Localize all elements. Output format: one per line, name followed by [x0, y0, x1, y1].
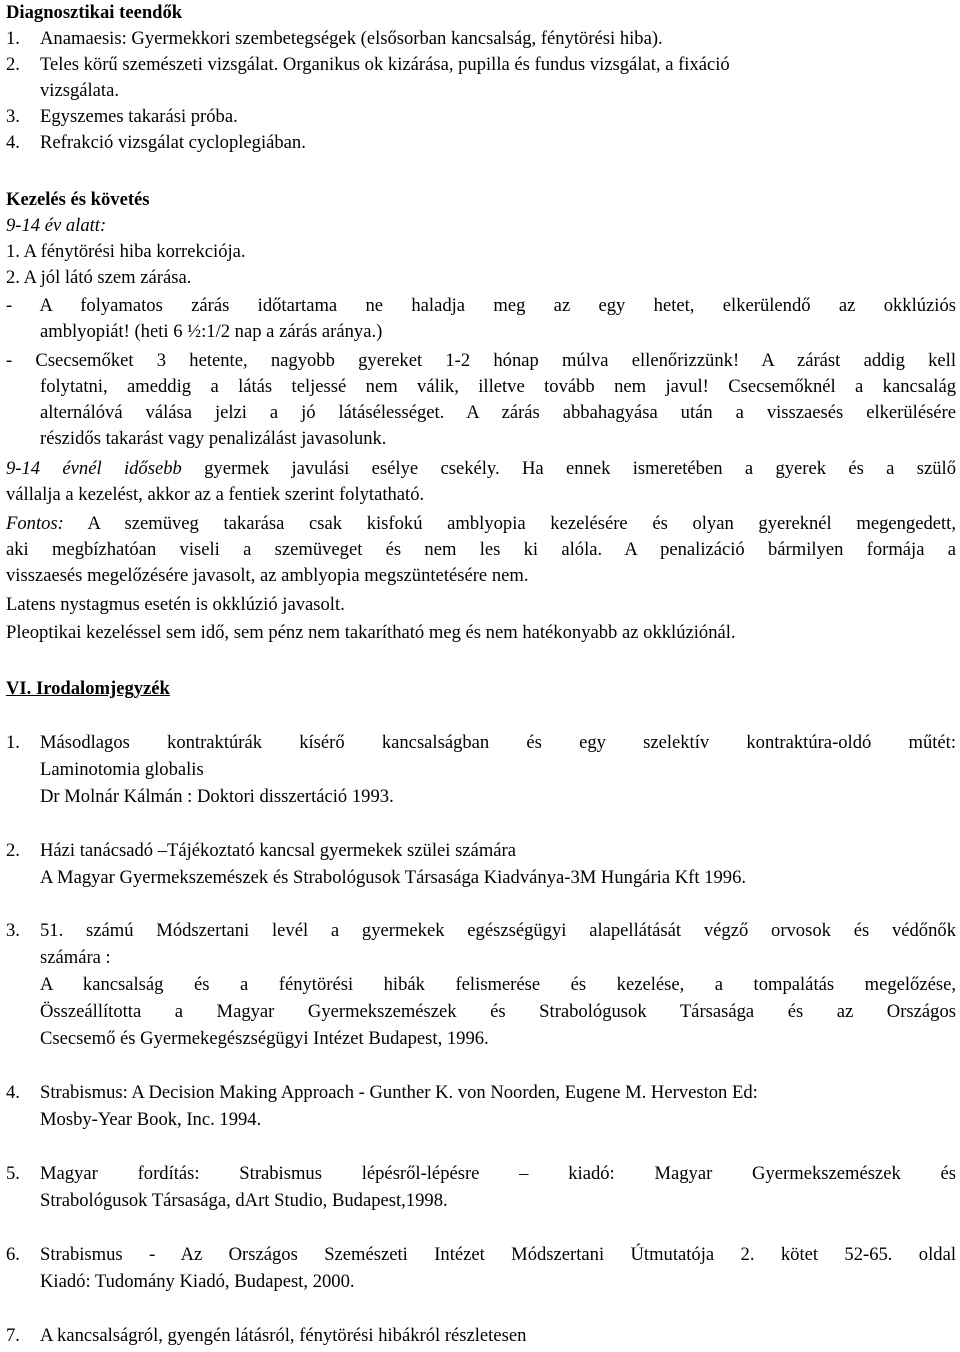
reference-number: 1.	[6, 732, 20, 753]
reference-line: 51. számú Módszertani levél a gyermekek egészségügyi alapellátását végző orvosok és védőnők	[40, 920, 956, 941]
latent-nystagmus-note: Latens nystagmus esetén is okklúzió javasolt.	[6, 594, 345, 615]
diag-item-2	[6, 52, 730, 78]
treatment-step-1: 1. A fénytörési hiba korrekciója.	[6, 241, 246, 262]
reference-line: Másodlagos kontraktúrák kísérő kancsalságban és egy szelektív kontraktúra-oldó műtét:	[40, 732, 956, 753]
diag-item-text: Anamaesis: Gyermekkori szembetegségek (elsősorban kancsalság, fénytörési hiba).	[40, 28, 663, 49]
reference-number: 4.	[6, 1082, 20, 1103]
followup-note-cont-3: részidős takarást vagy penalizálást javasolunk.	[40, 428, 387, 449]
diag-item-text: Refrakció vizsgálat cycloplegiában.	[40, 132, 306, 153]
older-children-paragraph	[6, 456, 956, 482]
reference-line: Strabológusok Társasága, dArt Studio, Budapest,1998.	[40, 1190, 448, 1211]
treatment-step-2: 2. A jól látó szem zárása.	[6, 267, 192, 288]
diag-item-2-continuation: vizsgálata.	[40, 80, 119, 101]
reference-line: Mosby-Year Book, Inc. 1994.	[40, 1109, 262, 1130]
reference-line: Strabismus: A Decision Making Approach - Gunther K. von Noorden, Eugene M. Herveston Ed:	[40, 1082, 758, 1103]
reference-item-4	[6, 1080, 758, 1106]
diagnostics-heading: Diagnosztikai teendők	[6, 2, 183, 23]
reference-line: Összeállította a Magyar Gyermekszemészek és Strabológusok Társasága és az Országos	[40, 1001, 956, 1022]
older-children-paragraph-cont: vállalja a kezelést, akkor az a fentiek szerint folytatható.	[6, 484, 425, 505]
reference-item-1	[6, 730, 956, 756]
reference-line: Kiadó: Tudomány Kiadó, Budapest, 2000.	[40, 1271, 355, 1292]
reference-item-5	[6, 1161, 956, 1187]
older-children-label: 9-14 évnél idősebb	[6, 458, 182, 479]
references-heading: VI. Irodalomjegyzék	[6, 678, 170, 699]
diag-item-number: 4.	[6, 132, 20, 153]
occlusion-duration-note-cont: amblyopiát! (heti 6 ½:1/2 nap a zárás aránya.)	[40, 321, 383, 342]
occlusion-duration-note: - A folyamatos zárás időtartama ne haladja meg az egy hetet, elkerülendő az okklúziós	[6, 295, 956, 316]
diag-item-number: 2.	[6, 54, 20, 75]
reference-item-7	[6, 1323, 527, 1349]
pleoptic-note: Pleoptikai kezeléssel sem idő, sem pénz nem takarítható meg és nem hatékonyabb az okklúziónál.	[6, 622, 736, 643]
diag-item-4	[6, 130, 306, 156]
reference-item-6	[6, 1242, 956, 1268]
reference-line: számára :	[40, 947, 111, 968]
reference-number: 6.	[6, 1244, 20, 1265]
reference-number: 5.	[6, 1163, 20, 1184]
reference-item-2	[6, 838, 516, 864]
reference-line: A kancsalságról, gyengén látásról, fénytörési hibákról részletesen	[40, 1325, 527, 1346]
important-note	[6, 511, 956, 537]
reference-line: Házi tanácsadó –Tájékoztató kancsal gyermekek szülei számára	[40, 840, 516, 861]
reference-number: 7.	[6, 1325, 20, 1346]
followup-note-cont-1: folytatni, ameddig a látás teljessé nem válik, illetve tovább nem javul! Csecsemőknél a kancsalág	[40, 376, 956, 397]
diag-item-text: Teles körű szemészeti vizsgálat. Organikus ok kizárása, pupilla és fundus vizsgálat, a fixáció	[40, 54, 730, 75]
important-note-cont-2: visszaesés megelőzésére javasolt, az amblyopia megszüntetésére nem.	[6, 565, 529, 586]
diag-item-1	[6, 26, 663, 52]
followup-note-cont-2: alternálóvá válása jelzi a jó látásélességet. A zárás abbahagyása után a visszaesés elkerülésére	[40, 402, 956, 423]
important-note-cont-1: aki megbízhatóan viseli a szemüveget és nem les ki alóla. A penalizáció bármilyen formája a	[6, 539, 956, 560]
reference-line: Csecsemő és Gyermekegészségügyi Intézet Budapest, 1996.	[40, 1028, 489, 1049]
treatment-heading: Kezelés és követés	[6, 189, 150, 210]
important-label: Fontos:	[6, 513, 64, 534]
reference-line: Laminotomia globalis	[40, 759, 204, 780]
diag-item-text: Egyszemes takarási próba.	[40, 106, 238, 127]
diag-item-number: 3.	[6, 106, 20, 127]
important-text: A szemüveg takarása csak kisfokú amblyopia kezelésére és olyan gyereknél megengedett,	[63, 513, 956, 534]
older-children-text: gyermek javulási esélye csekély. Ha ennek ismeretében a gyerek és a szülő	[181, 458, 956, 479]
diag-item-number: 1.	[6, 28, 20, 49]
reference-line: Magyar fordítás: Strabismus lépésről-lépésre – kiadó: Magyar Gyermekszemészek és	[40, 1163, 956, 1184]
reference-number: 3.	[6, 920, 20, 941]
age-range-label: 9-14 év alatt:	[6, 215, 107, 236]
reference-item-3	[6, 918, 956, 944]
followup-note: - Csecsemőket 3 hetente, nagyobb gyereket 1-2 hónap múlva ellenőrizzünk! A zárást addig kell	[6, 350, 956, 371]
reference-line: Strabismus - Az Országos Szemészeti Intézet Módszertani Útmutatója 2. kötet 52-65. oldal	[40, 1244, 956, 1265]
reference-line: Dr Molnár Kálmán : Doktori disszertáció 1993.	[40, 786, 394, 807]
reference-line: A kancsalság és a fénytörési hibák felismerése és kezelése, a tompalátás megelőzése,	[40, 974, 956, 995]
reference-number: 2.	[6, 840, 20, 861]
reference-line: A Magyar Gyermekszemészek és Strabológusok Társasága Kiadványa-3M Hungária Kft 1996.	[40, 867, 747, 888]
diag-item-3	[6, 104, 238, 130]
